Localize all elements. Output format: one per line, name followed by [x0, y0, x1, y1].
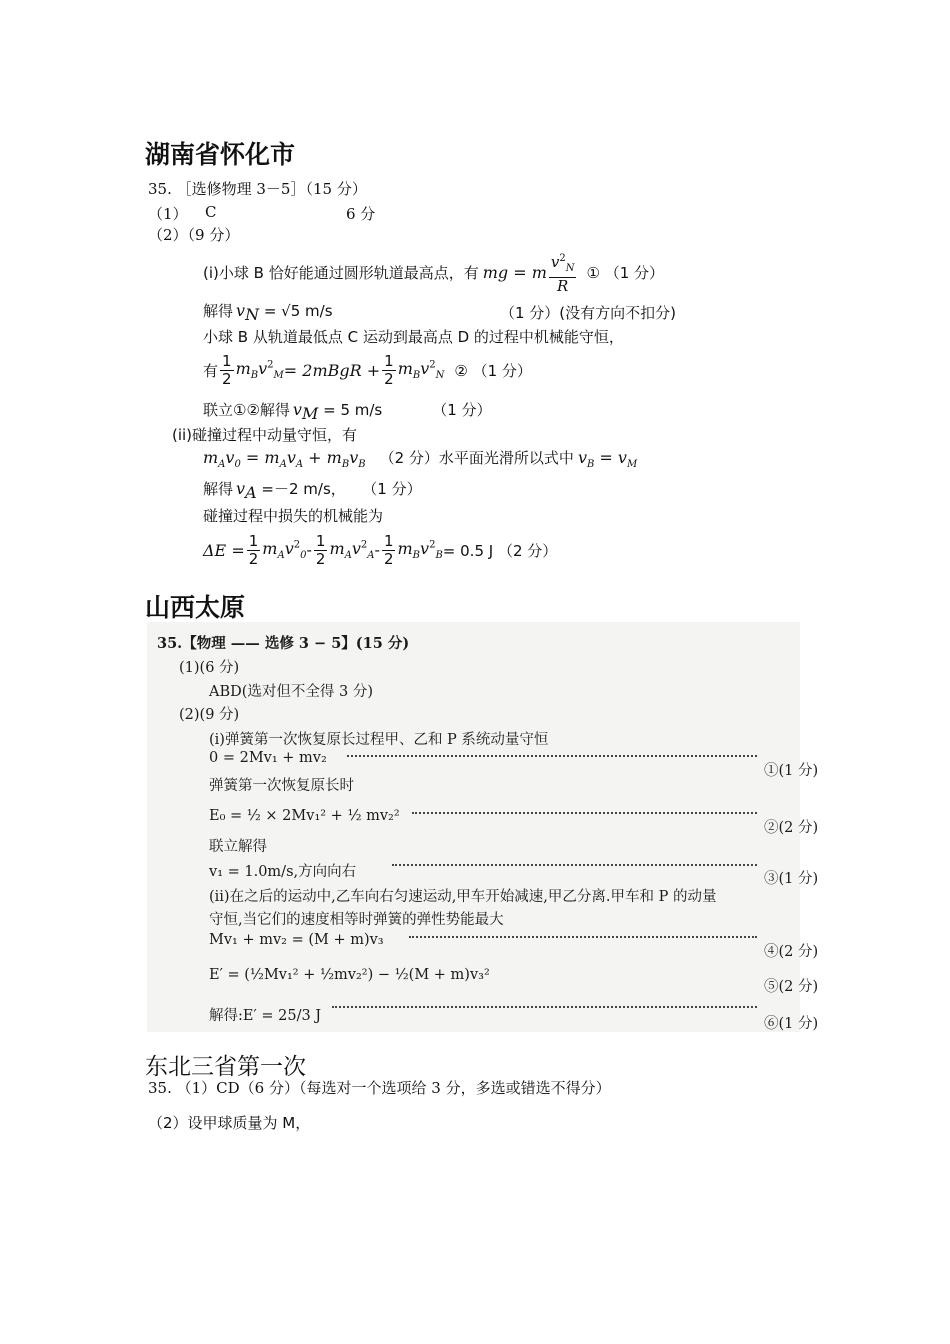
scan-mark4: ④(2 分): [764, 944, 819, 960]
formula-eq: = √5: [259, 302, 306, 320]
line-score: （1 分）(没有方向不扣分): [500, 304, 677, 322]
northeast-line-2: （2）设甲球质量为 M，: [148, 1114, 311, 1132]
fraction-half: [247, 533, 261, 568]
scan-dots: [392, 864, 757, 866]
part1-answer: C: [205, 203, 217, 221]
scan-dots: [412, 812, 757, 814]
scan-eq5: E′ = (½Mv₁² + ½mv₂²) − ½(M + m)v₃²: [209, 967, 490, 983]
fraction-half: [382, 533, 396, 568]
symbol-v: v: [236, 301, 246, 320]
minus: -: [306, 541, 312, 559]
section-title-northeast: 东北三省第一次: [145, 1054, 306, 1080]
eq-score: ② （1 分）: [454, 361, 532, 380]
unit: m/s: [305, 302, 333, 320]
scan-eq2: E₀ = ½ × 2Mv₁² + ½ mv₂²: [209, 808, 400, 824]
result-score: = 0.5 J （2 分）: [442, 541, 558, 560]
fraction-half: [220, 353, 234, 388]
score: （1 分）: [432, 401, 492, 419]
frac-num: 1: [248, 531, 259, 550]
frac-den: 2: [384, 369, 394, 388]
frac-num: 1: [384, 351, 394, 370]
scan-dots: [347, 755, 757, 757]
line-solve-vn: 解得 $v_N = √5$ m/s: [203, 301, 333, 324]
frac-num: 1: [222, 351, 232, 370]
line-solve-va: 解得 $v_A =-2$ m/s， （1 分）: [203, 479, 422, 502]
frac-den: 2: [222, 369, 232, 388]
scan-mark6: ⑥(1 分): [764, 1016, 819, 1032]
minus: -: [374, 541, 380, 559]
part1-score: 6 分: [346, 205, 376, 223]
scan-eq1: 0 = 2Mv₁ + mv₂: [209, 750, 327, 766]
scan-answer: ABD(选对但不全得 3 分): [209, 684, 374, 700]
scan-eq4: Mv₁ + mv₂ = (M + m)v₃: [209, 932, 384, 948]
line-energy-equation: 有 $\frac{1}{2}$ $m_Bv^2_M$ = 2m B gR + $\frac{1}{2}$ $m_Bv^2_N$ ② （1 分）: [203, 351, 532, 388]
line-text: 解得: [203, 302, 234, 320]
score: （1 分）: [369, 480, 422, 498]
line-energy-loss: 碰撞过程中损失的机械能为: [203, 507, 384, 525]
formula-mg: mg = m: [482, 262, 547, 282]
line-text: (i)小球 B 恰好能通过圆形轨道最高点，有: [203, 263, 479, 282]
scan-line: 守恒,当它们的速度相等时弹簧的弹性势能最大: [209, 912, 504, 928]
line-text: 有: [203, 361, 219, 380]
scan-line: 联立解得: [209, 839, 267, 855]
fraction-vn2-over-r: $\frac{v^2_N}{R}$: [549, 250, 577, 295]
frac-den: 2: [315, 549, 326, 568]
frac-den: 2: [248, 549, 259, 568]
frac-den: R: [557, 276, 569, 295]
frac-num: 1: [383, 531, 394, 550]
frac-den: 2: [383, 549, 394, 568]
part2-label: （2）（9 分）: [148, 226, 240, 244]
scan-mark2: ②(2 分): [764, 820, 819, 836]
line-top-point: [203, 250, 664, 294]
part1-label: （1）: [148, 205, 188, 223]
scanned-answer-image: [147, 622, 819, 1032]
fraction-half: [382, 353, 396, 388]
formula-eq: = 5: [318, 401, 355, 419]
line-text: 解得: [203, 480, 234, 498]
scan-part2: (2)(9 分): [179, 707, 240, 723]
frac-num: v: [550, 252, 560, 271]
line-energy-conservation: 小球 B 从轨道最低点 C 运动到最高点 D 的过程中机械能守恒，: [203, 328, 624, 346]
scan-part1: (1)(6 分): [179, 660, 240, 676]
formula-eq: =－2 m/s，: [256, 480, 346, 498]
unit: m/s: [354, 401, 383, 419]
scan-line-ii: (ⅱ)在之后的运动中,乙车向右匀速运动,甲车开始减速,甲乙分离.甲车和 P 的动量: [209, 889, 717, 905]
score-note: （2 分）水平面光滑所以式中: [379, 449, 574, 467]
line-delta-e: ΔE = $\frac{1}{2}$ $m_Av^2_0$ - $\frac{1}{2}$ $m_Av^2_A$ - $\frac{1}{2}$ $m_Bv^2_B$ = 0.5 J （2 分）: [203, 531, 558, 568]
formula-delta-e: ΔE =: [203, 540, 245, 560]
section-title-taiyuan: 山西太原: [145, 593, 246, 622]
scan-header: 35.【物理 —— 选修 3 − 5】(15 分): [157, 635, 410, 652]
frac-num: 1: [315, 531, 326, 550]
northeast-line-1: 35. （1）CD（6 分）（每选对一个选项给 3 分，多选或错选不得分）: [148, 1079, 611, 1097]
section-title-huaihua: 湖南省怀化市: [145, 140, 296, 169]
scan-eq3: v₁ = 1.0m/s,方向向右: [209, 864, 357, 880]
scan-dots: [332, 1006, 757, 1008]
line-momentum: (ii)碰撞过程中动量守恒，有: [172, 426, 358, 444]
scan-mark5: ⑤(2 分): [764, 979, 819, 995]
question-header: 35. ［选修物理 3－5］（15 分）: [148, 180, 367, 198]
fraction-half: [314, 533, 328, 568]
eq-score: ① （1 分）: [586, 263, 665, 282]
scan-line-i: (ⅰ)弹簧第一次恢复原长过程甲、乙和 P 系统动量守恒: [209, 732, 549, 748]
formula-2m: = 2m: [283, 360, 328, 380]
line-text: 联立①②解得: [203, 401, 290, 419]
scan-mark1: ①(1 分): [764, 763, 819, 779]
scan-eq6: 解得:E′ = 25/3 J: [209, 1008, 322, 1024]
scan-line: 弹簧第一次恢复原长时: [209, 778, 354, 794]
line-momentum-equation: $m_Av_0 = m_Av_A + m_Bv_B$ （2 分）水平面光滑所以式中 $v_B = v_M$: [203, 448, 638, 471]
scan-mark3: ③(1 分): [764, 871, 819, 887]
line-solve-vm: 联立①②解得 $v_M = 5$ m/s （1 分）: [203, 400, 492, 423]
formula-gr: gR +: [339, 360, 381, 380]
scan-dots: [409, 936, 757, 938]
